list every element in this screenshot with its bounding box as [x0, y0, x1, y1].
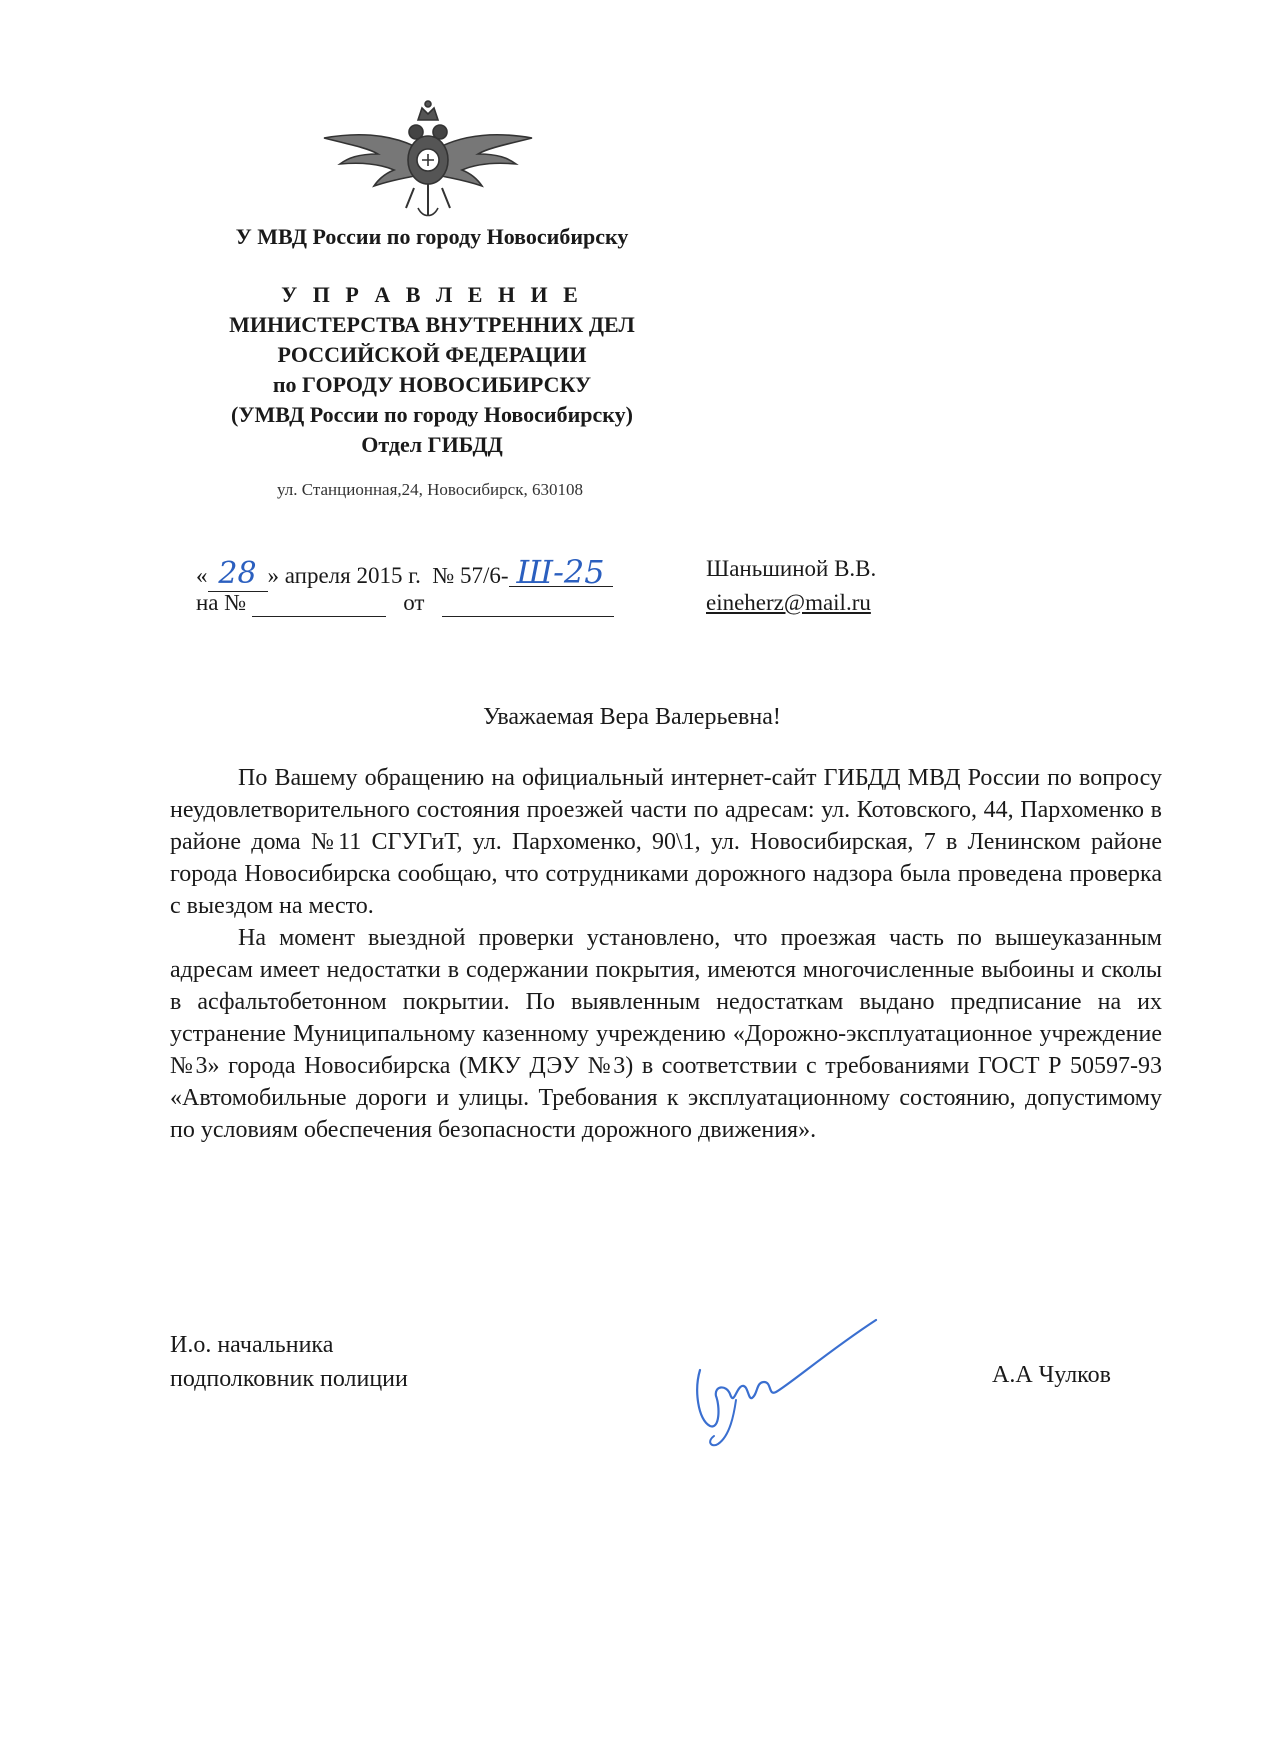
date-rest: » апреля 2015 г. [267, 563, 421, 588]
issuer-title-line: РОССИЙСКОЙ ФЕДЕРАЦИИ [277, 342, 587, 367]
handwritten-signature [690, 1310, 890, 1450]
position-line: И.о. начальника [170, 1332, 334, 1358]
issuer-title-line: Отдел ГИБДД [361, 432, 503, 457]
signatory-position [170, 1328, 408, 1396]
emblem-double-headed-eagle [318, 98, 538, 222]
reference-response-to [196, 590, 614, 617]
number-handwritten: Ш-25 [509, 558, 613, 587]
recipient-name: Шаньшиной В.В. [706, 556, 877, 581]
date-day-handwritten: 28 [208, 556, 268, 592]
letter-body [170, 762, 1162, 1146]
body-paragraph: На момент выездной проверки установлено, что проезжая часть по вышеуказанным адресам имеет недостатки в содержании покрытия, имеются многочисленные выбоины и сколы в асфальтобетонном покрытии. По выявленным недостаткам выдано предписание на их устранение Муниципальному казенному учреждению «Дорожно-эксплуатационное учреждение №3» города Новосибирска (МКУ ДЭУ №3) в соответствии с требованиями ГОСТ Р 50597-93 «Автомобильные дороги и улицы. Требования к эксплуатационному состоянию, допустимому по условиям обеспечения безопасности дорожного движения». [170, 925, 1162, 1143]
from-blank [442, 590, 614, 617]
on-no-label: на № [196, 590, 247, 615]
body-paragraph: По Вашему обращению на официальный интернет-сайт ГИБДД МВД России по вопросу неудовлетворительного состояния проезжей части по адресам: ул. Котовского, 44, Пархоменко в районе дома №11 СГУГиТ, ул. Пархоменко, 90\1, ул. Новосибирская, 7 в Ленинском районе города Новосибирска сообщаю, что сотрудниками дорожного надзора была проведена проверка с выездом на место. [170, 765, 1162, 919]
position-line: подполковник полиции [170, 1366, 408, 1392]
number-prefix: № 57/6- [432, 563, 509, 588]
signatory-name: А.А Чулков [992, 1362, 1111, 1388]
open-quote: « [196, 563, 208, 588]
reference-date-number [196, 553, 613, 592]
issuer-title-line: (УМВД России по городу Новосибирску) [231, 402, 633, 427]
issuer-address: ул. Станционная,24, Новосибирск, 630108 [277, 480, 583, 499]
issuer-title-line: У П Р А В Л Е Н И Е [281, 282, 583, 307]
recipient-email[interactable]: eineherz@mail.ru [706, 590, 871, 615]
from-label: от [403, 590, 425, 615]
issuer-subtitle: У МВД России по городу Новосибирску [235, 224, 629, 249]
issuer-title [150, 280, 714, 460]
issuer-title-line: по ГОРОДУ НОВОСИБИРСКУ [272, 372, 592, 397]
on-no-blank [252, 590, 386, 617]
issuer-title-line: МИНИСТЕРСТВА ВНУТРЕННИХ ДЕЛ [229, 312, 635, 337]
greeting: Уважаемая Вера Валерьевна! [483, 704, 781, 730]
